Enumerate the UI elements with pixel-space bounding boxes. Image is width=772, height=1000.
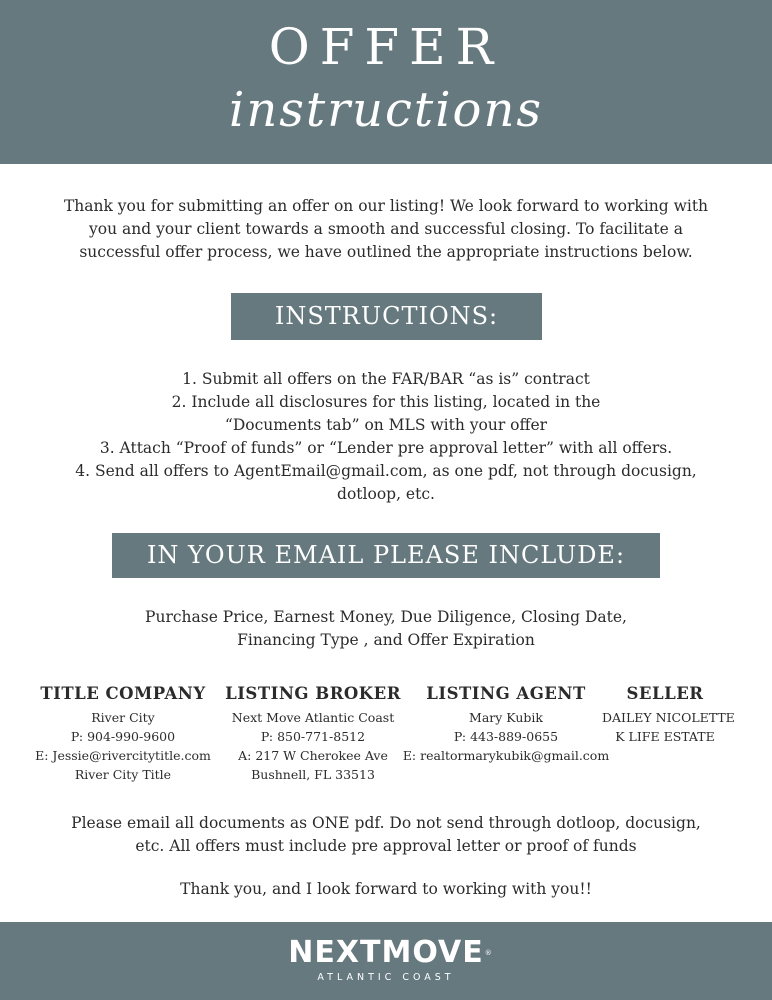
title-company-name: River City [91,710,155,725]
logo-wordmark [288,935,493,970]
listing-broker-name: Next Move Atlantic Coast [231,710,395,725]
email-include-list [60,606,712,652]
listing-agent-name: Mary Kubik [469,710,543,725]
instructions-list [30,368,742,506]
instruction-line: dotloop, etc. [337,485,435,503]
nextmove-logo [0,936,772,985]
seller-name-continued: K LIFE ESTATE [615,729,715,744]
email-include-line: Purchase Price, Earnest Money, Due Diligence, Closing Date, [145,608,627,626]
intro-paragraph [40,195,732,264]
listing-broker-column [224,684,402,784]
email-include-banner: IN YOUR EMAIL PLEASE INCLUDE: [112,533,660,578]
intro-line: Thank you for submitting an offer on our listing! We look forward to working with [63,197,709,215]
registered-mark: ® [484,949,493,957]
listing-broker-city: Bushnell, FL 33513 [251,767,375,782]
instruction-line: 2. Include all disclosures for this listing, located in the [171,393,601,411]
instruction-line: 1. Submit all offers on the FAR/BAR “as is” contract [182,370,590,388]
listing-broker-address: A: 217 W Cherokee Ave [238,748,388,763]
closing-line: etc. All offers must include pre approval letter or proof of funds [135,837,637,855]
seller-heading: SELLER [626,684,704,703]
instruction-line: 3. Attach “Proof of funds” or “Lender pre approval letter” with all offers. [99,439,673,457]
title-company-heading: TITLE COMPANY [40,684,206,703]
closing-paragraph [40,812,732,858]
title-company-contact: River City Title [74,767,172,782]
footer-band [0,922,772,1000]
title-company-phone: P: 904-990-9600 [70,729,176,744]
logo-text: NEXTMOVE [288,935,484,970]
header-band [0,0,772,164]
instruction-line: “Documents tab” on MLS with your offer [224,416,548,434]
thank-you-line: Thank you, and I look forward to working with you!! [180,880,592,898]
closing-line: Please email all documents as ONE pdf. Do not send through dotloop, docusign, [71,814,701,832]
intro-line: successful offer process, we have outlined the appropriate instructions below. [79,243,693,261]
logo-subtitle: ATLANTIC COAST [317,972,455,983]
listing-broker-heading: LISTING BROKER [225,684,401,703]
listing-agent-phone: P: 443-889-0655 [453,729,559,744]
title-company-column [20,684,226,784]
title-company-email: E: Jessie@rivercitytitle.com [35,748,211,763]
page-subtitle-script: instructions [228,82,543,138]
instruction-line: 4. Send all offers to AgentEmail@gmail.com, as one pdf, not through docusign, [75,462,697,480]
listing-agent-email: E: realtormarykubik@gmail.com [402,748,610,763]
instructions-banner: INSTRUCTIONS: [231,293,542,340]
page-title: OFFER [268,18,504,76]
listing-agent-column [400,684,612,765]
intro-line: you and your client towards a smooth and successful closing. To facilitate a [89,220,683,238]
seller-name: DAILEY NICOLETTE [602,710,735,725]
email-include-line: Financing Type , and Offer Expiration [237,631,535,649]
listing-agent-heading: LISTING AGENT [426,684,586,703]
listing-broker-phone: P: 850-771-8512 [260,729,366,744]
seller-column [602,684,735,746]
